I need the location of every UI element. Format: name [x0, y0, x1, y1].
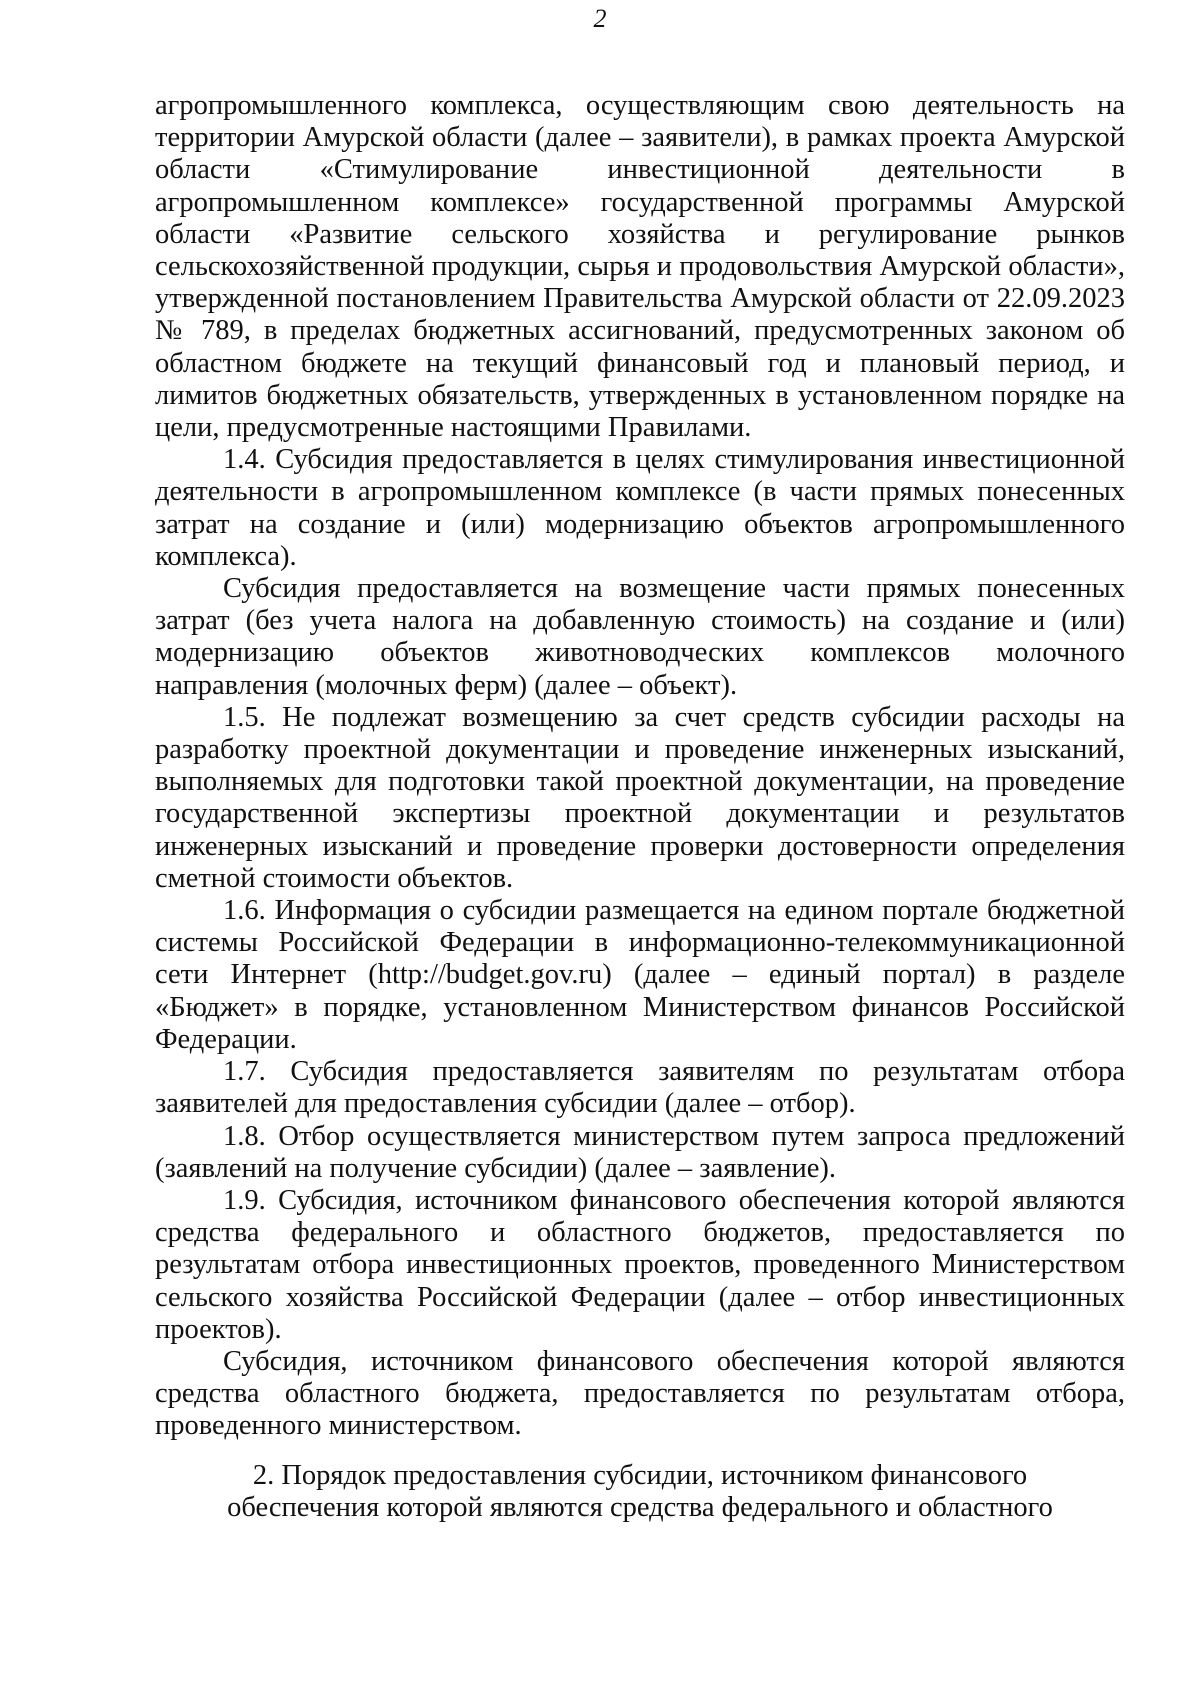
paragraph-1-4: 1.4. Субсидия предоставляется в целях стимулирования инвестиционной деятельности в агропромышленном комплексе (в части прямых понесенных затрат на создание и (или) модернизацию объектов агропромышленного комплекса).	[155, 444, 1125, 572]
paragraph-1-8: 1.8. Отбор осуществляется министерством путем запроса предложений (заявлений на получение субсидии) (далее – заявление).	[155, 1120, 1125, 1184]
section-2-heading	[155, 1460, 1125, 1524]
page-number: 2	[593, 4, 607, 33]
paragraph-1-9-regional-budget: Субсидия, источником финансового обеспечения которой являются средства областного бюджета, предоставляется по результатам отбора, проведенного министерством.	[155, 1345, 1125, 1442]
paragraph-1-9: 1.9. Субсидия, источником финансового обеспечения которой являются средства федерального и областного бюджетов, предоставляется по результатам отбора инвестиционных проектов, проведенного Министерством сельского хозяйства Российской Федерации (далее – отбор инвестиционных проектов).	[155, 1184, 1125, 1345]
paragraph-1-5: 1.5. Не подлежат возмещению за счет средств субсидии расходы на разработку проектной документации и проведение инженерных изысканий, выполняемых для подготовки такой проектной документации, на проведение государственной экспертизы проектной документации и результатов инженерных изысканий и проведение проверки достоверности определения сметной стоимости объектов.	[155, 701, 1125, 894]
section-heading-line-1: 2. Порядок предоставления субсидии, источником финансового	[252, 1460, 1028, 1491]
paragraph-1-7: 1.7. Субсидия предоставляется заявителям по результатам отбора заявителей для предоставления субсидии (далее – отбор).	[155, 1056, 1125, 1120]
section-heading-line-2: обеспечения которой являются средства федерального и областного	[227, 1492, 1053, 1524]
paragraph-continuation: агропромышленного комплекса, осуществляющим свою деятельность на территории Амурской области (далее – заявители), в рамках проекта Амурской области «Стимулирование инвестиционной деятельности в агропромышленном комплексе» государственной программы Амурской области «Развитие сельского хозяйства и регулирование рынков сельскохозяйственной продукции, сырья и продовольствия Амурской области», утвержденной постановлением Правительства Амурской области от 22.09.2023 № 789, в пределах бюджетных ассигнований, предусмотренных законом об областном бюджете на текущий финансовый год и плановый период, и лимитов бюджетных обязательств, утвержденных в установленном порядке на цели, предусмотренные настоящими Правилами.	[155, 90, 1125, 444]
paragraph-1-6: 1.6. Информация о субсидии размещается на едином портале бюджетной системы Российской Федерации в информационно-телекоммуникационной сети Интернет (http://budget.gov.ru) (далее – единый портал) в разделе «Бюджет» в порядке, установленном Министерством финансов Российской Федерации.	[155, 895, 1125, 1055]
document-body	[155, 90, 1125, 1443]
paragraph-1-4-subsidy-purpose: Субсидия предоставляется на возмещение части прямых понесенных затрат (без учета налога на добавленную стоимость) на создание и (или) модернизацию объектов животноводческих комплексов молочного направления (молочных ферм) (далее – объект).	[155, 573, 1125, 701]
